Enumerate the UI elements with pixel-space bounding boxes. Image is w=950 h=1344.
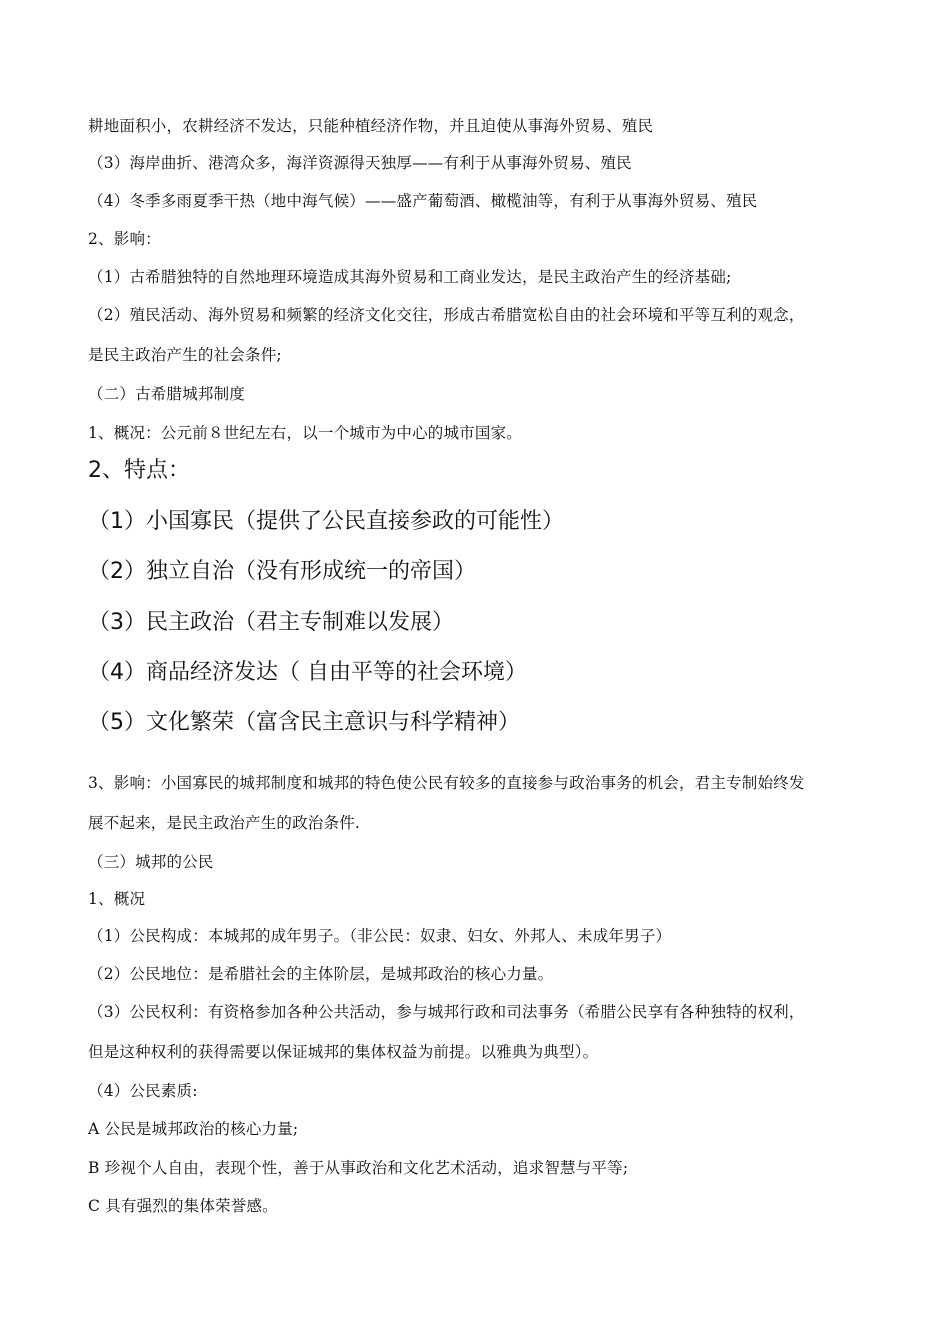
quality-b: B 珍视个人自由，表现个性，善于从事政治和文化艺术活动，追求智慧与平等; [88, 1159, 629, 1177]
text-line-coast: （3）海岸曲折、港湾众多，海洋资源得天独厚——有利于从事海外贸易、殖民 [88, 154, 632, 172]
citizens-item-1: （1）公民构成：本城邦的成年男子。（非公民：奴隶、妇女、外邦人、未成年男子） [88, 927, 672, 945]
citizens-item-4: （4）公民素质: [88, 1082, 198, 1100]
citizens-item-2: （2）公民地位：是希腊社会的主体阶层，是城邦政治的核心力量。 [88, 965, 554, 983]
city-state-overview: 1、概况：公元前８世纪左右，以一个城市为中心的城市国家。 [88, 424, 522, 442]
feature-item-3: （3）民主政治（君主专制难以发展） [88, 610, 454, 635]
citizens-item-3-line-1: （3）公民权利：有资格参加各种公共活动，参与城邦行政和司法事务（希腊公民享有各种独特的权利， [88, 1003, 805, 1021]
impact-item-2-line-1: （2）殖民活动、海外贸易和频繁的经济文化交往，形成古希腊宽松自由的社会环境和平等互利的观念， [88, 306, 805, 324]
feature-item-1: （1）小国寡民（提供了公民直接参政的可能性） [88, 509, 564, 534]
impact-item-1: （1）古希腊独特的自然地理环境造成其海外贸易和工商业发达，是民主政治产生的经济基础; [88, 268, 732, 286]
text-line-farmland: 耕地面积小，农耕经济不发达，只能种植经济作物，并且迫使从事海外贸易、殖民 [88, 117, 654, 135]
impact-heading: 2、影响： [88, 230, 161, 248]
quality-c: C 具有强烈的集体荣誉感。 [88, 1197, 278, 1215]
feature-item-2: （2）独立自治（没有形成统一的帝国） [88, 559, 476, 584]
text-line-climate: （4）冬季多雨夏季干热（地中海气候）——盛产葡萄酒、橄榄油等，有利于从事海外贸易、殖民 [88, 192, 758, 210]
impact-item-2-line-2: 是民主政治产生的社会条件; [88, 346, 282, 364]
quality-a: A 公民是城邦政治的核心力量; [88, 1120, 299, 1138]
feature-item-5: （5）文化繁荣（富含民主意识与科学精神） [88, 710, 520, 735]
features-heading: 2、特点： [88, 458, 190, 483]
city-state-impact-line-1: 3、影响：小国寡民的城邦制度和城邦的特色使公民有较多的直接参与政治事务的机会，君主专制始终发 [88, 774, 805, 792]
city-state-impact-line-2: 展不起来，是民主政治产生的政治条件. [88, 814, 361, 832]
feature-item-4: （4）商品经济发达（ 自由平等的社会环境） [88, 660, 527, 685]
citizens-overview: 1、概况 [88, 890, 146, 908]
section-heading-citizens: （三）城邦的公民 [88, 853, 214, 871]
citizens-item-3-line-2: 但是这种权利的获得需要以保证城邦的集体权益为前提。以雅典为典型）。 [88, 1043, 599, 1061]
section-heading-city-state: （二）古希腊城邦制度 [88, 385, 246, 403]
